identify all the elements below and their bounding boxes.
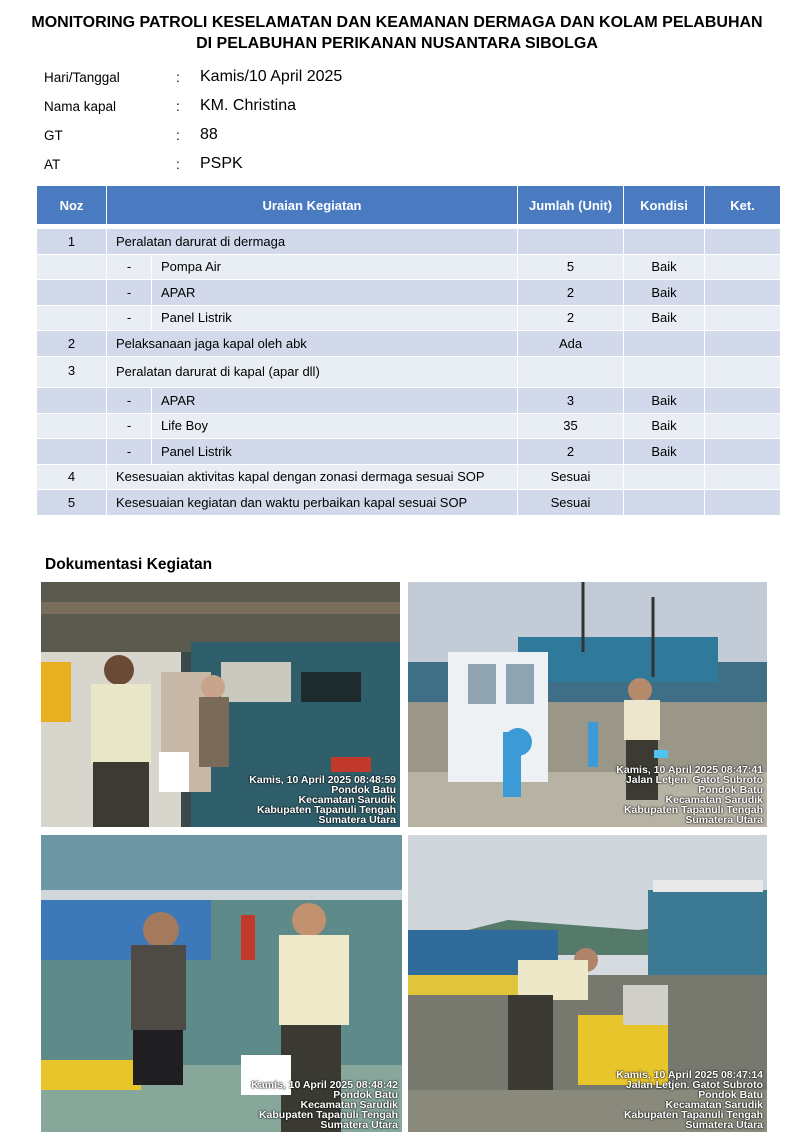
row-item: Panel Listrik: [152, 439, 518, 465]
row-no: 2: [37, 331, 107, 357]
row-no: 3: [37, 356, 107, 388]
table-row: [37, 464, 781, 490]
row-text: Kesesuaian aktivitas kapal dengan zonasi dermaga sesuai SOP: [107, 464, 518, 490]
row-dash: -: [107, 254, 152, 280]
row-item: APAR: [152, 280, 518, 306]
colon: :: [176, 70, 180, 85]
table-row: [37, 356, 781, 388]
header-uraian: Uraian Kegiatan: [107, 186, 518, 225]
at-label: AT: [44, 157, 61, 172]
stamp-line: Kamis, 10 April 2025 08:48:42: [251, 1079, 398, 1091]
stamp-line: Kamis, 10 April 2025 08:47:41: [616, 764, 763, 776]
document-title: [0, 12, 794, 54]
row-jumlah: Sesuai: [518, 490, 624, 516]
photo-3-timestamp: [251, 1080, 398, 1130]
row-kondisi: Baik: [624, 280, 705, 306]
stamp-line: Jalan Letjen. Gatot Subroto: [625, 1079, 763, 1091]
stamp-line: Jalan Letjen. Gatot Subroto: [625, 774, 763, 786]
row-dash: -: [107, 413, 152, 439]
at-value: PSPK: [200, 155, 243, 172]
stamp-line: Kecamatan Sarudik: [665, 1099, 763, 1111]
header-ket: Ket.: [705, 186, 781, 225]
date-value: Kamis/10 April 2025: [200, 68, 343, 85]
table-row: [37, 439, 781, 465]
row-item: Pompa Air: [152, 254, 518, 280]
stamp-line: Pondok Batu: [333, 1089, 398, 1101]
header-kondisi: Kondisi: [624, 186, 705, 225]
stamp-line: Sumatera Utara: [685, 1119, 763, 1131]
gt-label: GT: [44, 128, 63, 143]
stamp-line: Kecamatan Sarudik: [665, 794, 763, 806]
row-jumlah: Sesuai: [518, 464, 624, 490]
colon: :: [176, 99, 180, 114]
stamp-line: Kabupaten Tapanuli Tengah: [258, 1109, 398, 1121]
row-text: Peralatan darurat di dermaga: [107, 229, 518, 255]
row-dash: -: [107, 388, 152, 414]
title-line-2: DI PELABUHAN PERIKANAN NUSANTARA SIBOLGA: [196, 35, 598, 52]
stamp-line: Pondok Batu: [698, 784, 763, 796]
table-row: [37, 490, 781, 516]
row-text: Peralatan darurat di kapal (apar dll): [107, 356, 518, 388]
stamp-line: Kamis, 10 April 2025 08:48:59: [249, 774, 396, 786]
row-dash: -: [107, 280, 152, 306]
stamp-line: Kabupaten Tapanuli Tengah: [623, 804, 763, 816]
gt-value: 88: [200, 126, 218, 143]
row-kondisi: Baik: [624, 439, 705, 465]
stamp-line: Pondok Batu: [331, 784, 396, 796]
row-no: 5: [37, 490, 107, 516]
stamp-line: Kabupaten Tapanuli Tengah: [623, 1109, 763, 1121]
date-label: Hari/Tanggal: [44, 70, 120, 85]
row-kondisi: Baik: [624, 305, 705, 331]
colon: :: [176, 128, 180, 143]
table-row: [37, 388, 781, 414]
row-item: APAR: [152, 388, 518, 414]
photo-4-timestamp: [616, 1070, 763, 1130]
documentation-heading: Dokumentasi Kegiatan: [45, 556, 213, 573]
activity-table: [36, 185, 781, 516]
stamp-line: Sumatera Utara: [685, 814, 763, 826]
row-kondisi: Baik: [624, 254, 705, 280]
ship-value: KM. Christina: [200, 97, 297, 114]
stamp-line: Sumatera Utara: [320, 1119, 398, 1131]
row-kondisi: Baik: [624, 388, 705, 414]
stamp-line: Kecamatan Sarudik: [298, 794, 396, 806]
table-row: [37, 331, 781, 357]
row-dash: -: [107, 305, 152, 331]
stamp-line: Sumatera Utara: [318, 814, 396, 826]
row-dash: -: [107, 439, 152, 465]
row-jumlah: Ada: [518, 331, 624, 357]
row-item: Life Boy: [152, 413, 518, 439]
row-text: Kesesuaian kegiatan dan waktu perbaikan kapal sesuai SOP: [107, 490, 518, 516]
stamp-line: Kabupaten Tapanuli Tengah: [256, 804, 396, 816]
header-no: Noz: [37, 186, 107, 225]
table-row: [37, 229, 781, 255]
table-row: [37, 305, 781, 331]
photo-4: [408, 835, 767, 1132]
photo-1: [41, 582, 400, 827]
row-jumlah: 2: [518, 305, 624, 331]
table-row: [37, 280, 781, 306]
row-jumlah: 2: [518, 439, 624, 465]
stamp-line: Pondok Batu: [698, 1089, 763, 1101]
title-line-1: MONITORING PATROLI KESELAMATAN DAN KEAMANAN DERMAGA DAN KOLAM PELABUHAN: [31, 14, 763, 31]
ship-label: Nama kapal: [44, 99, 117, 114]
table-row: [37, 413, 781, 439]
photo-2-timestamp: [616, 765, 763, 825]
table-header-row: [37, 186, 781, 225]
colon: :: [176, 157, 180, 172]
header-jumlah: Jumlah (Unit): [518, 186, 624, 225]
row-jumlah: 2: [518, 280, 624, 306]
row-no: 4: [37, 464, 107, 490]
stamp-line: Kecamatan Sarudik: [300, 1099, 398, 1111]
photo-3: [41, 835, 402, 1132]
row-jumlah: 3: [518, 388, 624, 414]
table-row: [37, 254, 781, 280]
row-jumlah: 35: [518, 413, 624, 439]
row-jumlah: 5: [518, 254, 624, 280]
row-text: Pelaksanaan jaga kapal oleh abk: [107, 331, 518, 357]
photo-1-timestamp: [249, 775, 396, 825]
row-no: 1: [37, 229, 107, 255]
photo-2: [408, 582, 767, 827]
row-kondisi: Baik: [624, 413, 705, 439]
stamp-line: Kamis, 10 April 2025 08:47:14: [616, 1069, 763, 1081]
row-item: Panel Listrik: [152, 305, 518, 331]
